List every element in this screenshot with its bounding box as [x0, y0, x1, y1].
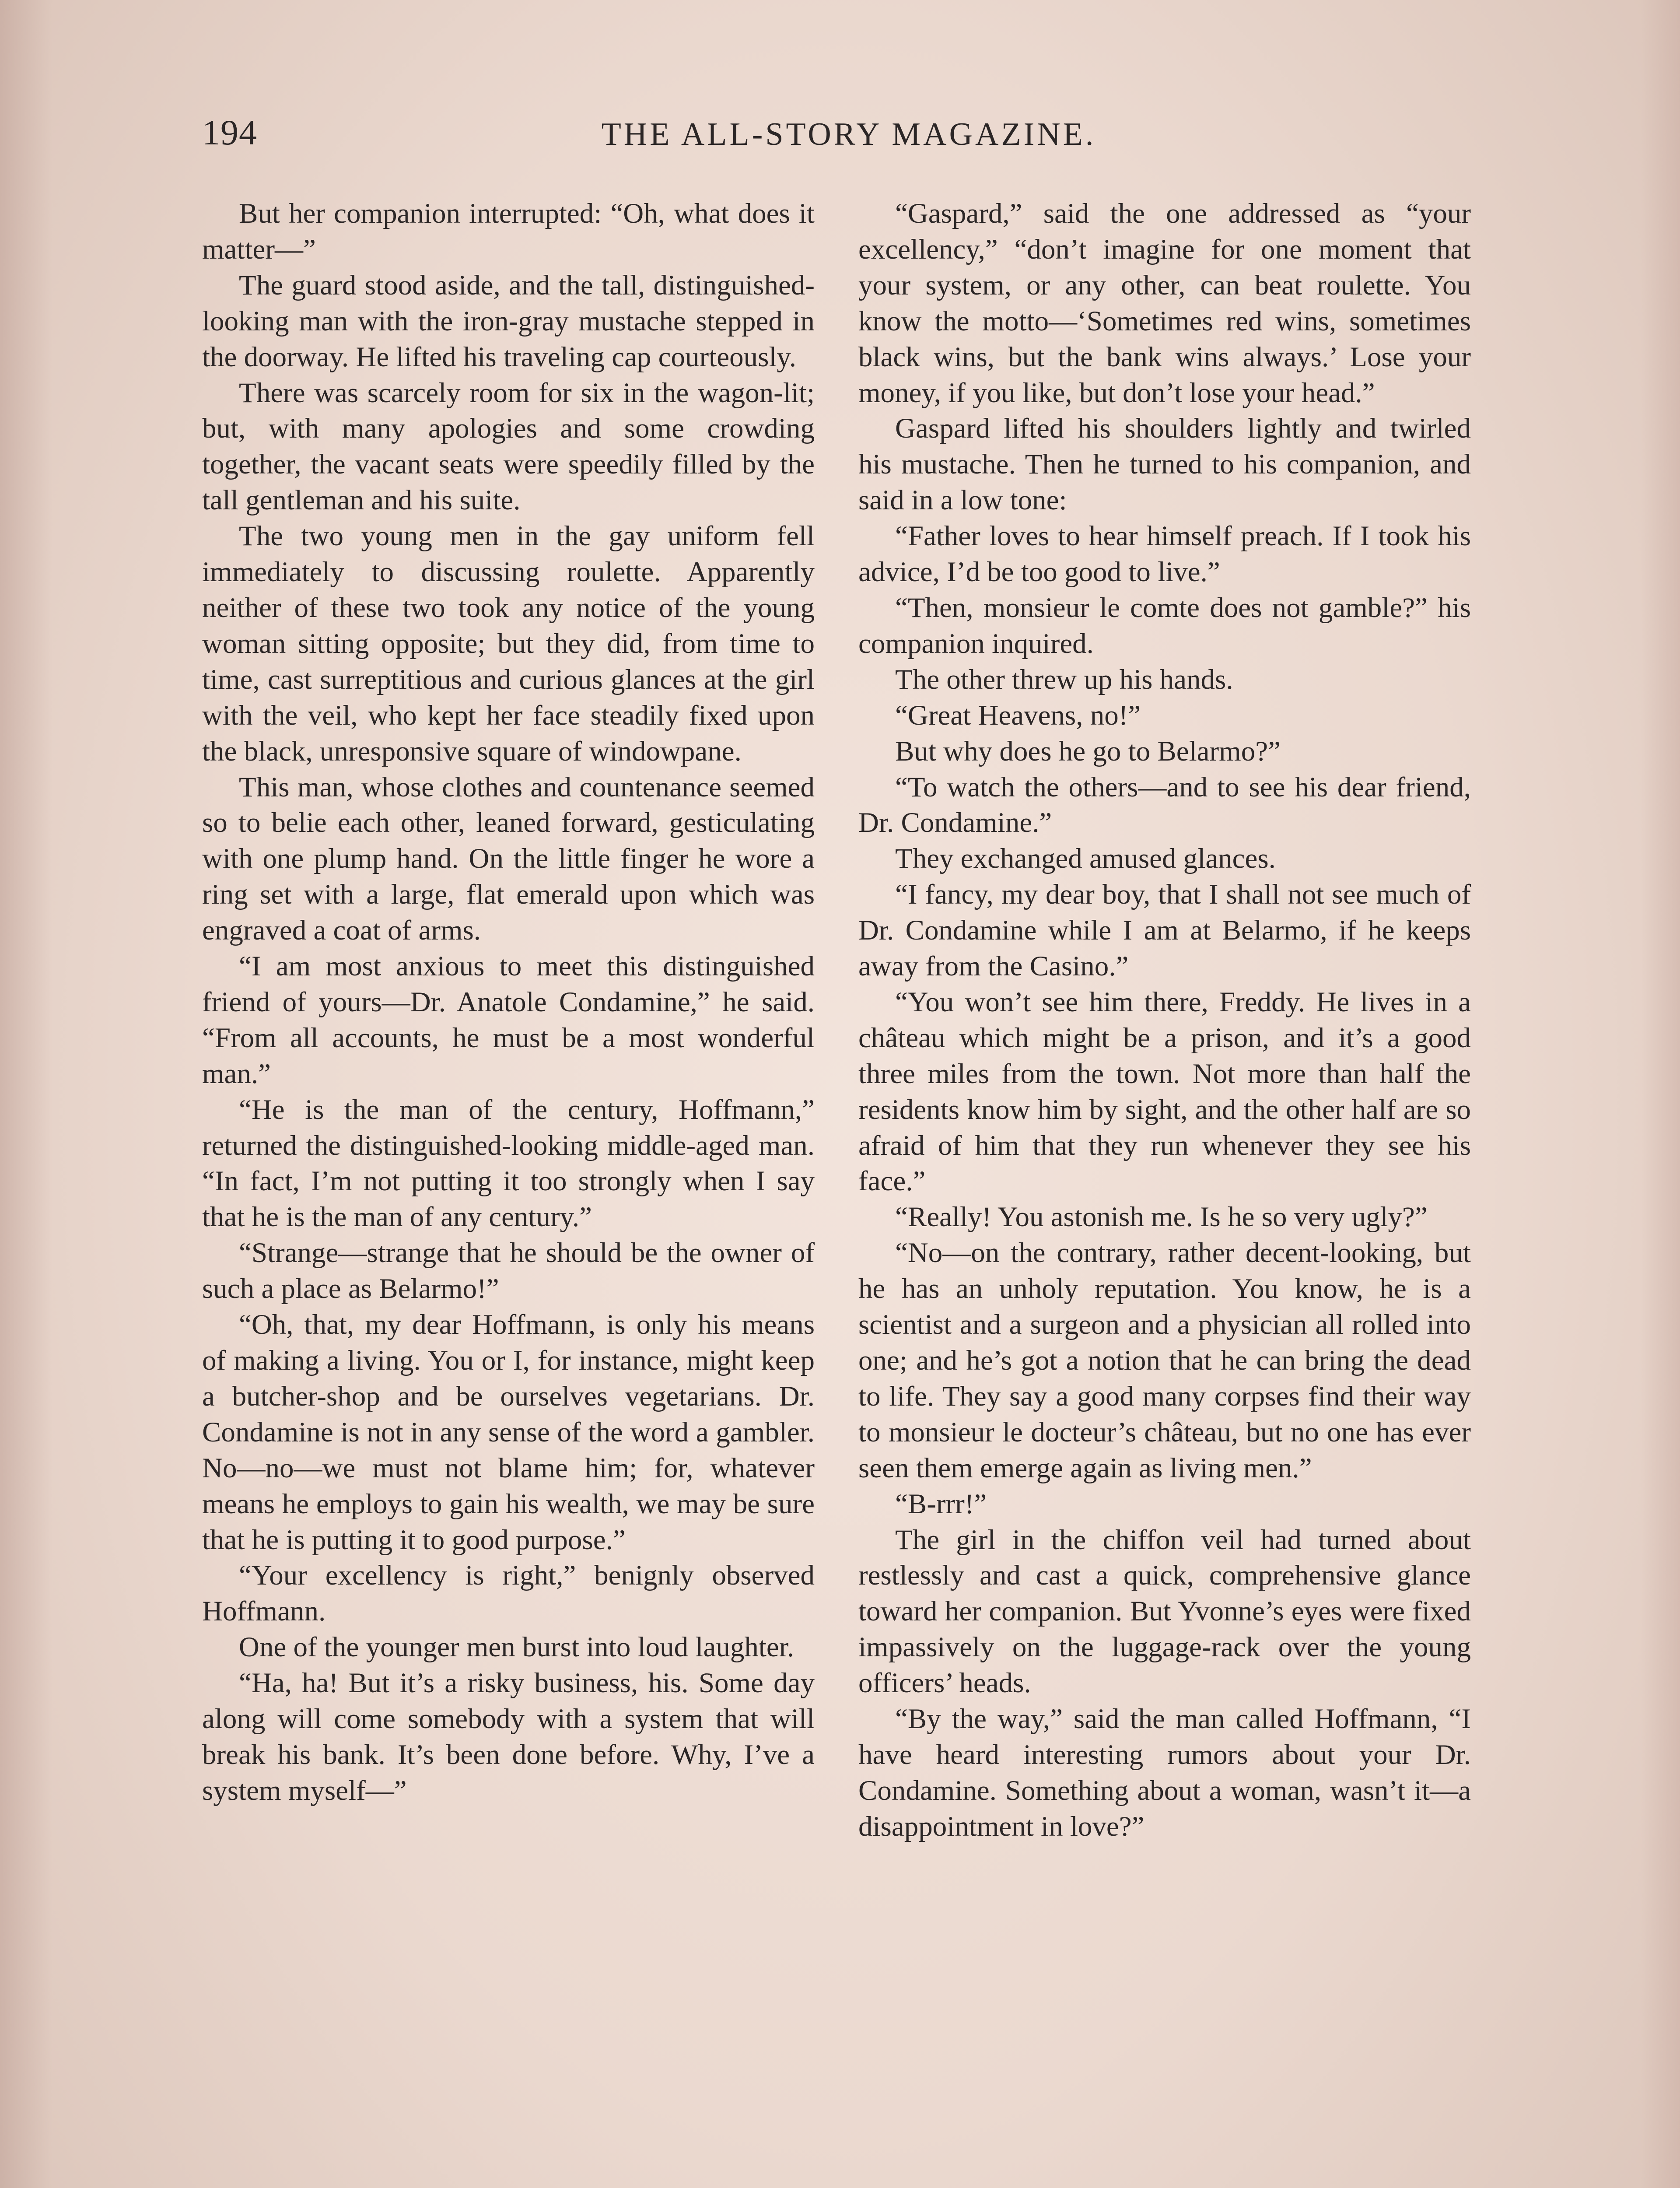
paragraph: “No—on the contrary, rather decent-looking, but he has an unholy reputation. You know, he is a scientist and a surgeon and a physician all rolled into one; and he’s got a notion that he can bring the dead to life. They say a good many corpses find their way to monsieur le docteur’s château, but no one has ever seen them emerge again as living men.” — [858, 1237, 1471, 1484]
paragraph: They exchanged amused glances. — [895, 843, 1276, 875]
page-number: 194 — [202, 112, 257, 152]
paragraph: “Your excellency is right,” benignly observed Hoffmann. — [202, 1560, 815, 1627]
paragraph: “By the way,” said the man called Hoffmann, “I have heard interesting rumors about your Dr. Condamine. Something about a woman, wasn’t it—a disappointment in love?” — [858, 1703, 1471, 1842]
paragraph: One of the younger men burst into loud laughter. — [239, 1631, 794, 1663]
paragraph: “B-rrr!” — [895, 1488, 987, 1520]
running-head: THE ALL-STORY MAGAZINE. — [601, 116, 1096, 152]
paragraph: The two young men in the gay uniform fell immediately to discussing roulette. Apparently neither of these two took any notice of the young woman sitting opposite; but they did, from time to time, cast surreptitious and curious glances at the girl with the veil, who kept her face steadily fixed upon the black, unresponsive square of windowpane. — [202, 520, 815, 767]
paragraph: The girl in the chiffon veil had turned about restlessly and cast a quick, comprehensive glance toward her companion. But Yvonne’s eyes were fixed impassively on the luggage-rack over the young officers’ heads. — [858, 1524, 1471, 1699]
paragraph: But her companion interrupted: “Oh, what does it matter—” — [202, 198, 815, 265]
paragraph: “Great Heavens, no!” — [895, 699, 1141, 731]
paragraph: “Strange—strange that he should be the owner of such a place as Belarmo!” — [202, 1237, 815, 1305]
paragraph: “You won’t see him there, Freddy. He lives in a château which might be a prison, and it’s a good three miles from the town. Not more than half the residents know him by sight, and the other half are so afraid of him that they run whenever they see his face.” — [858, 986, 1471, 1197]
paragraph: “Oh, that, my dear Hoffmann, is only his means of making a living. You or I, for instance, might keep a butcher-shop and be ourselves vegetarians. Dr. Condamine is not in any sense of the word a gambler. No—no—we must not blame him; for, whatever means he employs to gain his wealth, we may be sure that he is putting it to good purpose.” — [202, 1309, 815, 1556]
paragraph: The other threw up his hands. — [895, 663, 1233, 695]
left-column — [202, 196, 815, 1809]
paragraph: “I am most anxious to meet this distinguished friend of yours—Dr. Anatole Condamine,” he said. “From all accounts, he must be a most wonderful man.” — [202, 950, 815, 1090]
page-edge-shadow — [1641, 0, 1680, 2188]
right-column — [858, 196, 1471, 1845]
spine-shadow — [0, 0, 52, 2188]
paragraph: The guard stood aside, and the tall, distinguished-looking man with the iron-gray mustache stepped in the doorway. He lifted his traveling cap courteously. — [202, 269, 815, 373]
paragraph: “Father loves to hear himself preach. If I took his advice, I’d be too good to live.” — [858, 520, 1471, 588]
paragraph: But why does he go to Belarmo?” — [895, 735, 1281, 767]
paragraph: “To watch the others—and to see his dear friend, Dr. Condamine.” — [858, 771, 1471, 839]
paragraph: “Ha, ha! But it’s a risky business, his. Some day along will come somebody with a system that will break his bank. It’s been done before. Why, I’ve a system myself—” — [202, 1667, 815, 1806]
paragraph: “I fancy, my dear boy, that I shall not see much of Dr. Condamine while I am at Belarmo, if he keeps away from the Casino.” — [858, 879, 1471, 982]
paragraph: Gaspard lifted his shoulders lightly and twirled his mustache. Then he turned to his companion, and said in a low tone: — [858, 413, 1471, 516]
paragraph: This man, whose clothes and countenance seemed so to belie each other, leaned forward, gesticulating with one plump hand. On the little finger he wore a ring set with a large, flat emerald upon which was engraved a coat of arms. — [202, 771, 815, 947]
paragraph: “Really! You astonish me. Is he so very ugly?” — [895, 1201, 1428, 1233]
paragraph: “Then, monsieur le comte does not gamble?” his companion inquired. — [858, 592, 1471, 659]
paragraph: There was scarcely room for six in the wagon-lit; but, with many apologies and some crowding together, the vacant seats were speedily filled by the tall gentleman and his suite. — [202, 377, 815, 516]
paragraph: “He is the man of the century, Hoffmann,” returned the distinguished-looking middle-aged man. “In fact, I’m not putting it too strongly when I say that he is the man of any century.” — [202, 1094, 815, 1233]
paragraph: “Gaspard,” said the one addressed as “your excellency,” “don’t imagine for one moment that your system, or any other, can beat roulette. You know the motto—‘Sometimes red wins, sometimes black wins, but the bank wins always.’ Lose your money, if you like, but don’t lose your head.” — [858, 198, 1471, 409]
